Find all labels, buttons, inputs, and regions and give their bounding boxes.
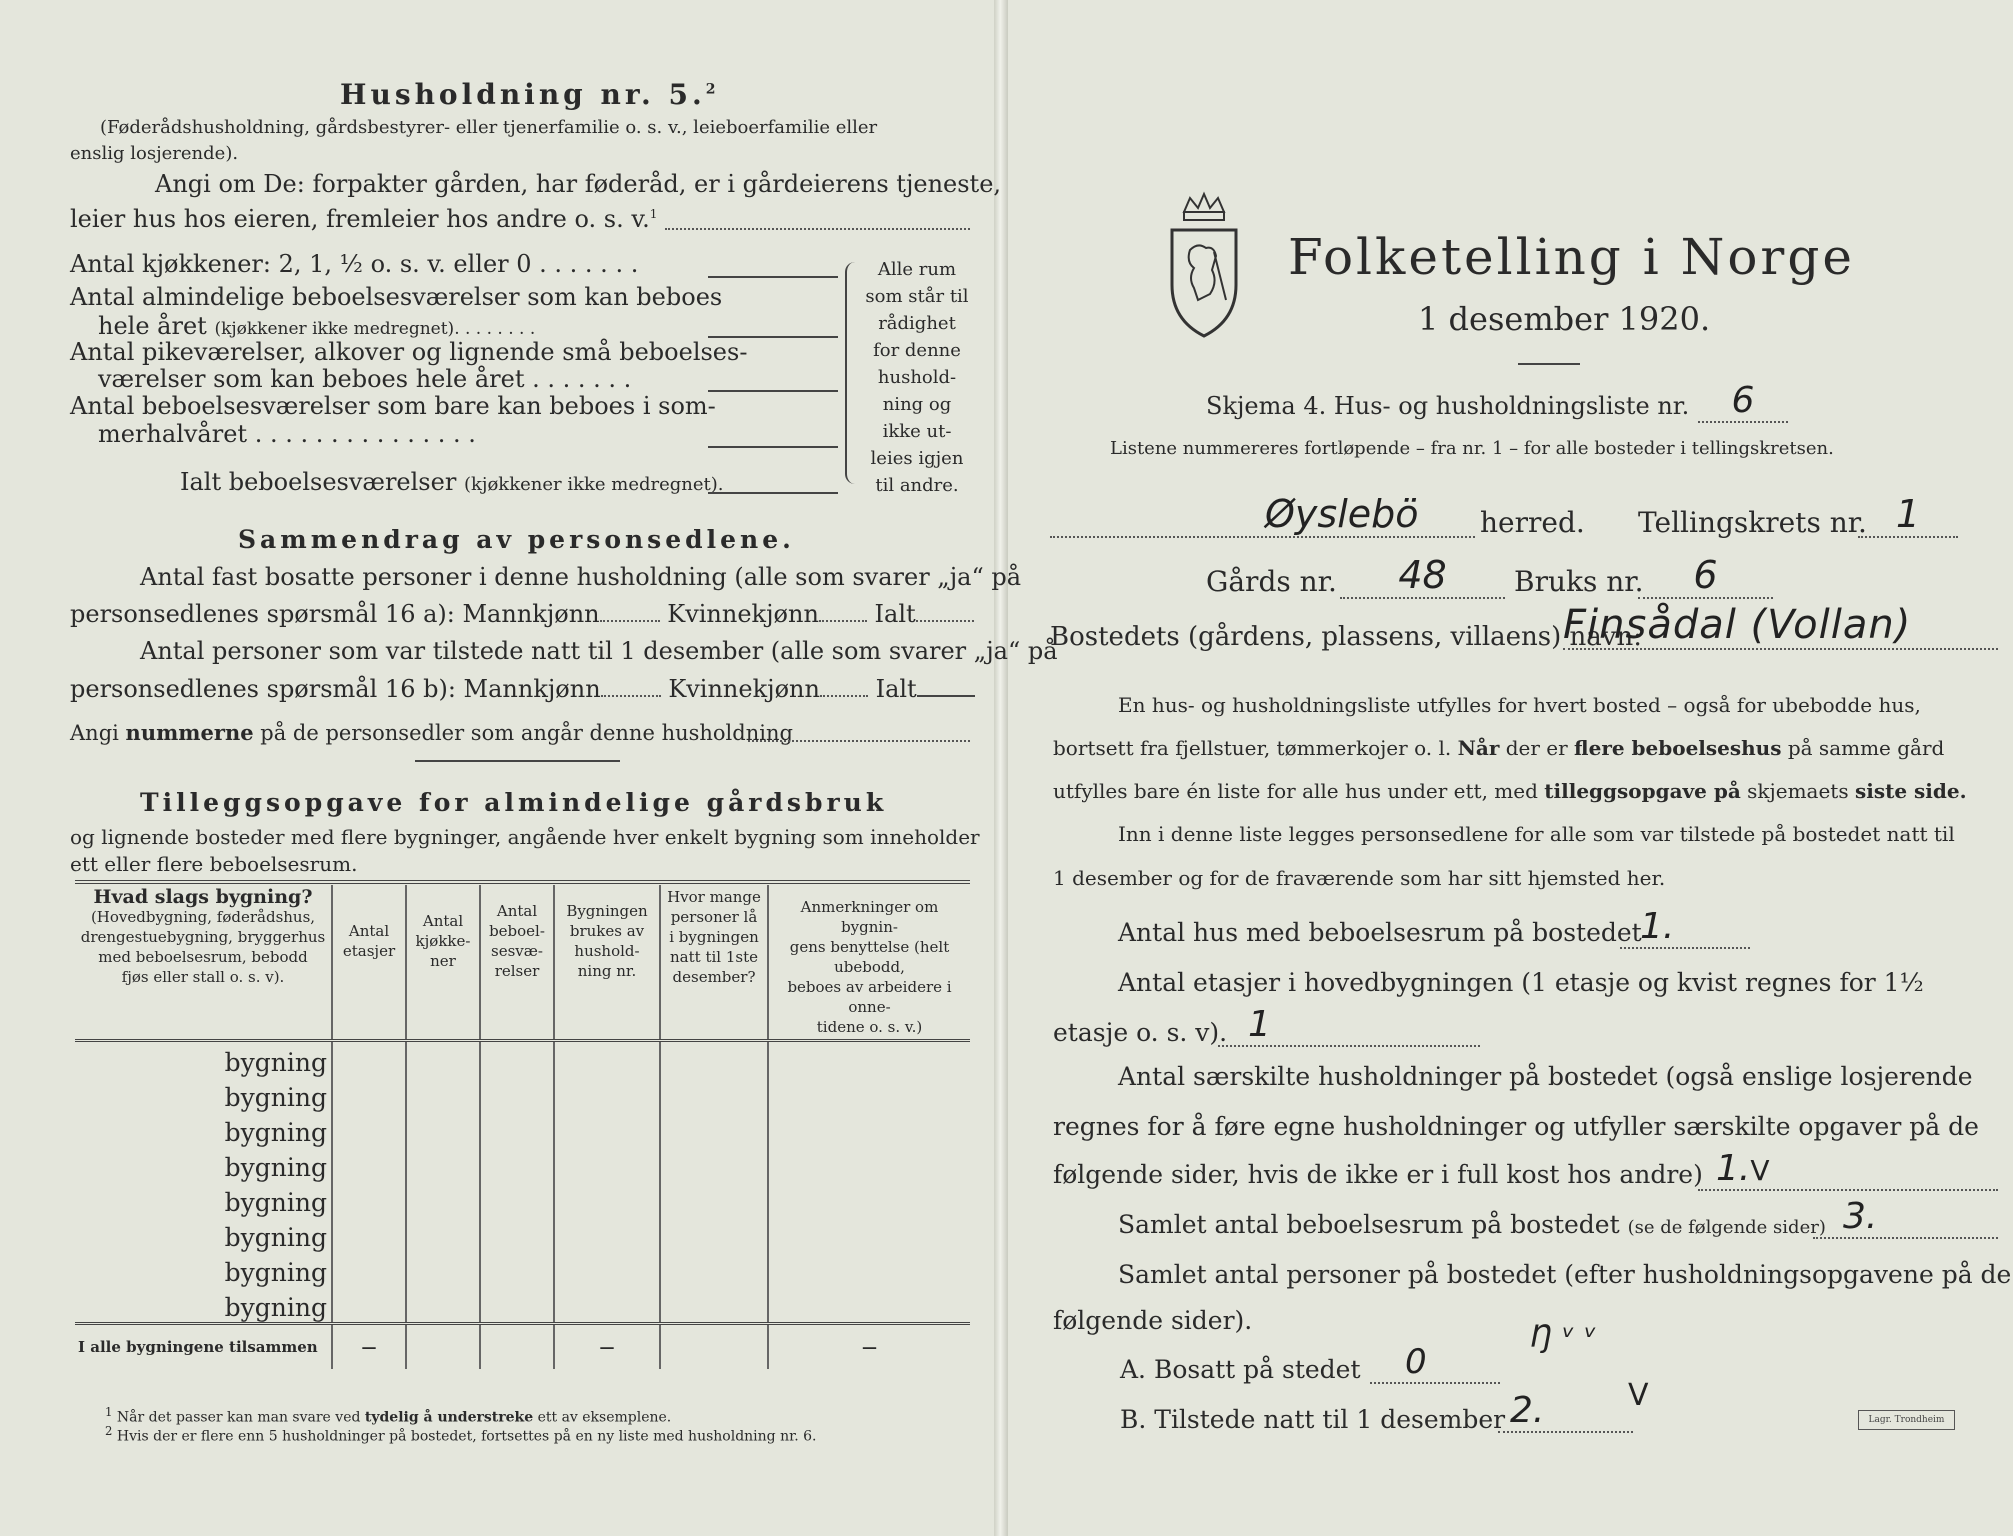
footnote-1-post: ett av eksemplene. [537,1409,672,1426]
col-kjokkener-line: ner [430,952,456,970]
fast-ialt-label: Ialt [874,600,916,628]
brace-note-line: Alle rum [877,259,957,280]
table-cell[interactable] [554,1147,660,1182]
tilst-mann-field[interactable] [601,695,661,697]
angi-nummerne-field[interactable] [748,740,970,742]
table-cell[interactable] [768,1147,970,1182]
table-cell[interactable] [332,1287,406,1324]
bygning-label: bygning [224,1293,327,1322]
table-cell[interactable] [480,1041,554,1078]
bosatt-note: Ŋ ᵛ ᵛ [1530,1320,1597,1355]
table-cell[interactable] [332,1077,406,1112]
table-cell[interactable] [480,1287,554,1324]
table-cell[interactable] [480,1112,554,1147]
col-personer-line: i bygningen [669,928,759,946]
table-cell[interactable] [480,1252,554,1287]
col-anmerkninger-header [768,885,970,1041]
coat-of-arms-icon [1168,190,1240,340]
fast-line2 [70,600,974,628]
para1-line3 [1053,779,1967,803]
table-cell[interactable] [480,1147,554,1182]
col-bygning-header [75,885,332,1041]
alm-label-1: Antal almindelige beboelsesværelser som kan beboes [70,283,723,311]
listene-note: Listene nummereres fortløpende – fra nr. 1 – for alle bosteder i tellingskretsen. [1110,438,1834,459]
sommer-label-1: Antal beboelsesværelser som bare kan beboes i som- [70,392,716,420]
table-cell[interactable] [660,1112,768,1147]
brace-note-line: leies igjen [870,448,964,469]
krets-label: Tellingskrets nr. [1638,506,1867,539]
samlet-rum-label [1118,1210,1826,1239]
title-rule [1518,363,1580,365]
herred-label: herred. [1480,506,1585,539]
samlet-pers-line2: følgende sider). [1053,1306,1253,1335]
col-etasjer-line: etasjer [342,942,396,960]
table-row [75,1182,970,1217]
total-cell[interactable]: — [768,1324,970,1370]
table-cell[interactable] [660,1287,768,1324]
table-cell[interactable] [332,1147,406,1182]
bygning-cell[interactable] [75,1147,332,1182]
kjokkener-label: Antal kjøkkener: 2, 1, ½ o. s. v. eller 0 . . . . . . . [70,250,639,278]
col-personer-line: personer lå [670,908,758,926]
census-date: 1 desember 1920. [1418,300,1711,338]
table-cell[interactable] [406,1252,480,1287]
page-fold [994,0,1008,1536]
tilst-kvinne-label: Kvinnekjønn [668,675,820,703]
para1-line2-post: på samme gård [1787,736,1945,760]
saer-line2: regnes for å føre egne husholdninger og utfyller særskilte opgaver på de [1053,1112,1979,1141]
table-cell[interactable] [660,1147,768,1182]
bosatt-value[interactable]: 0 [1370,1342,1500,1384]
samlet-rum-value[interactable]: 3. [1813,1196,1998,1239]
main-title: Folketelling i Norge [1288,228,1855,286]
bygning-cell[interactable] [75,1217,332,1252]
brace-note-line: rådighet [878,313,956,334]
table-cell[interactable] [554,1252,660,1287]
table-cell[interactable] [660,1217,768,1252]
pike-label-2: værelser som kan beboes hele året . . . . . . . [98,365,632,393]
para1-line2-mid: der er [1505,736,1568,760]
table-cell[interactable] [768,1077,970,1112]
col-anmerkninger-line: gens benyttelse (helt ubebodd, [789,938,950,976]
tilst-mann-label: personsedlenes spørsmål 16 b): Mannkjønn [70,675,601,703]
table-cell[interactable] [554,1077,660,1112]
herred-value[interactable]: Øyslebö [1050,492,1475,538]
col-husholdning-line: Bygningen [566,902,648,920]
col-personer-header [660,885,768,1041]
tilstede-check: V [1628,1378,1649,1413]
angi-nummerne-pre: Angi [70,721,119,745]
archive-stamp: Lagr. Trondheim [1858,1410,1955,1430]
total-cell[interactable] [480,1324,554,1370]
ialt-field[interactable] [708,492,838,494]
col-rum-line: sesvæ- [491,942,543,960]
fast-mann-label: personsedlenes spørsmål 16 a): Mannkjønn [70,600,600,628]
subtitle-line1: (Føderådshusholdning, gårdsbestyrer- eller tjenerfamilie o. s. v., leieboerfamilie eller [100,117,878,138]
table-top-rule [75,880,970,884]
col-rum-line: Antal [496,902,538,920]
col-etasjer-line: Antal [348,922,390,940]
footnote-1 [105,1405,671,1426]
table-cell[interactable] [406,1041,480,1078]
bygning-label: bygning [224,1048,327,1077]
samlet-pers-line1: Samlet antal personer på bostedet (efter husholdningsopgavene på de [1118,1260,2012,1289]
sommer-label-2: merhalvåret . . . . . . . . . . . . . . . [98,420,476,448]
tillegg-title: Tilleggsopgave for almindelige gårdsbruk [140,788,888,817]
etasjer-line1: Antal etasjer i hovedbygningen (1 etasje og kvist regnes for 1½ [1118,968,1924,997]
bosatt-label: A. Bosatt på stedet [1120,1355,1361,1384]
col-husholdning-header [554,885,660,1041]
angi-nummerne-bold: nummerne [125,720,254,745]
saer-field[interactable] [1698,1148,1998,1191]
sommer-field[interactable] [708,446,838,448]
angi-nummerne-post: på de personsedler som angår denne husholdning [260,721,793,745]
brace-note-line: hushold- [877,367,957,388]
col-bygning-desc: drengestuebygning, bryggerhus [80,928,326,946]
tillegg-line2: ett eller flere beboelsesrum. [70,852,358,876]
fast-mann-field[interactable] [600,620,660,622]
table-row [75,1252,970,1287]
table-cell[interactable] [768,1252,970,1287]
col-bygning-desc: fjøs eller stall o. s. v). [121,968,285,986]
etasjer-value[interactable]: 1 [1218,1004,1480,1047]
table-cell[interactable] [406,1217,480,1252]
brace-note-line: ning og [882,394,952,415]
tilst-ialt-field[interactable] [917,695,975,697]
saer-line3: følgende sider, hvis de ikke er i full kost hos andre) [1053,1160,1703,1189]
footnote-2-num: 2 [105,1424,113,1438]
bygning-label: bygning [224,1083,327,1112]
table-cell[interactable] [768,1112,970,1147]
table-cell[interactable] [332,1112,406,1147]
fast-line1: Antal fast bosatte personer i denne husholdning (alle som svarer „ja“ på [140,563,1022,591]
total-label: I alle bygningene tilsammen [75,1324,332,1370]
alm-label-2-text: hele året [98,312,207,340]
para1-line3-pre: utfylles bare én liste for alle hus under ett, med [1053,779,1538,803]
table-cell[interactable] [332,1252,406,1287]
bygning-cell[interactable] [75,1182,332,1217]
col-kjokkener-line: kjøkke- [415,932,471,950]
table-cell[interactable] [660,1252,768,1287]
brace-note-line: for denne [873,340,961,361]
tilst-ialt-label: Ialt [875,675,917,703]
para1-line2-pre: bortsett fra fjellstuer, tømmerkojer o. l. [1053,736,1452,760]
pike-field[interactable] [708,390,838,392]
subtitle-line2: enslig losjerende). [70,143,239,164]
table-cell[interactable] [660,1182,768,1217]
angi-line2-text: leier hus hos eieren, fremleier hos andre o. s. v. [70,205,650,233]
bygning-label: bygning [224,1258,327,1287]
samlet-rum-label-text: Samlet antal beboelsesrum på bostedet [1118,1210,1620,1239]
table-cell[interactable] [768,1041,970,1078]
col-anmerkninger-line: Anmerkninger om bygnin- [800,898,939,936]
table-cell[interactable] [554,1112,660,1147]
fast-kvinne-label: Kvinnekjønn [667,600,819,628]
hus-value[interactable]: 1. [1620,906,1750,949]
footnote-2 [105,1424,817,1445]
brace-note-line: som står til [865,286,969,307]
alm-label-2 [98,312,535,340]
husholdning-title-text: Husholdning nr. 5. [340,78,706,111]
bygning-cell[interactable] [75,1041,332,1078]
col-etasjer-header [332,885,406,1041]
saer-line1: Antal særskilte husholdninger på bostedet (også enslige losjerende [1118,1062,1973,1091]
para1-line1: En hus- og husholdningsliste utfylles for hvert bosted – også for ubebodde hus, [1118,693,1921,717]
table-row [75,1077,970,1112]
kjokkener-field[interactable] [708,276,838,278]
col-husholdning-line: hushold- [574,942,640,960]
tilst-line2 [70,675,975,703]
brace [845,262,859,484]
bygning-label: bygning [224,1118,327,1147]
col-personer-line: Hvor mange [667,888,761,906]
samlet-rum-label-small: (se de følgende sider) [1627,1217,1826,1238]
table-cell[interactable] [406,1182,480,1217]
table-cell[interactable] [554,1182,660,1217]
bygning-cell[interactable] [75,1077,332,1112]
alm-label-2-small: (kjøkkener ikke medregnet). . . . . . . . [214,319,536,339]
footnote-1-bold: tydelig å understreke [364,1409,534,1426]
table-cell[interactable] [480,1217,554,1252]
bosted-label: Bostedets (gårdens, plassens, villaens) navn: [1050,622,1642,652]
bygning-label: bygning [224,1188,327,1217]
col-husholdning-line: ning nr. [577,962,637,980]
etasjer-line2: etasje o. s. v). [1053,1018,1228,1047]
para1-line3-mid: skjemaets [1747,779,1849,803]
col-husholdning-line: brukes av [569,922,645,940]
col-personer-line: natt til 1ste [670,948,758,966]
para1-line2-bold2: flere beboelseshus [1574,736,1782,760]
para2-line1: Inn i denne liste legges personsedlene for alle som var tilstede på bostedet natt til [1118,822,1955,846]
table-row [75,1287,970,1324]
tilst-kvinne-field[interactable] [820,695,868,697]
gards-label: Gårds nr. [1206,565,1337,598]
table-cell[interactable] [406,1147,480,1182]
brace-note-line: ikke ut- [882,421,952,442]
para1-line3-bold1: tilleggsopgave på [1544,779,1741,803]
saer-check: V [1750,1154,1770,1187]
bosted-value[interactable]: Finsådal (Vollan) [1563,602,1998,650]
divider [415,760,620,762]
col-kjokkener-line: Antal [422,912,464,930]
col-bygning-desc: (Hovedbygning, føderådshus, [90,908,316,926]
husholdning-title-sup: 2 [705,81,720,98]
para2-line2: 1 desember og for de fraværende som har sitt hjemsted her. [1053,866,1666,890]
table-cell[interactable] [332,1217,406,1252]
fast-kvinne-field[interactable] [819,620,867,622]
table-cell[interactable] [660,1041,768,1078]
husholdning-title [340,78,720,111]
table-row [75,1112,970,1147]
bygning-label: bygning [224,1153,327,1182]
col-bygning-desc: med beboelsesrum, bebodd [98,948,308,966]
table-cell[interactable] [480,1182,554,1217]
footnote-1-num: 1 [105,1405,113,1419]
table-cell[interactable] [660,1077,768,1112]
table-row [75,1147,970,1182]
angi-line2 [70,205,657,233]
bygning-label: bygning [224,1223,327,1252]
brace-note-line: til andre. [875,475,959,496]
ialt-label [180,468,724,496]
table-row [75,1041,970,1078]
col-personer-line: desember? [672,968,756,986]
footnote-2-text: Hvis der er flere enn 5 husholdninger på bostedet, fortsettes på en ny liste med husholdning nr. 6. [116,1428,817,1445]
ialt-label-text: Ialt beboelsesværelser [180,468,457,496]
right-page [1008,0,2013,1536]
total-cell[interactable]: — [554,1324,660,1370]
col-bygning-title: Hvad slags bygning? [93,886,313,908]
bygning-cell[interactable] [75,1287,332,1324]
table-cell[interactable] [554,1217,660,1252]
gards-value[interactable]: 48 [1340,553,1505,599]
para1-line3-bold2: siste side. [1854,779,1967,803]
bruks-value[interactable]: 6 [1638,553,1773,599]
table-cell[interactable] [406,1077,480,1112]
total-cell[interactable] [406,1324,480,1370]
table-cell[interactable] [406,1287,480,1324]
angi-line1: Angi om De: forpakter gården, har føderåd, er i gårdeierens tjeneste, [155,170,1002,198]
pike-label-1: Antal pikeværelser, alkover og lignende små beboelses- [70,338,748,366]
bygning-cell[interactable] [75,1252,332,1287]
para1-line2 [1053,736,1944,760]
para1-line2-bold1: Når [1457,736,1500,760]
sammendrag-title: Sammendrag av personsedlene. [238,525,795,554]
ialt-label-small: (kjøkkener ikke medregnet). [463,474,724,495]
bruks-label: Bruks nr. [1514,565,1644,598]
total-cell[interactable] [660,1324,768,1370]
table-cell[interactable] [768,1217,970,1252]
tilstede-value[interactable]: 2. [1498,1390,1633,1433]
skjema-label: Skjema 4. Hus- og husholdningsliste nr. [1206,392,1690,420]
angi-answer-line[interactable] [665,228,970,230]
building-table [75,885,970,1369]
col-kjokkener-header [406,885,480,1041]
skjema-value[interactable]: 6 [1698,380,1788,423]
hus-label: Antal hus med beboelsesrum på bostedet [1118,918,1642,947]
table-row [75,1217,970,1252]
table-cell[interactable] [554,1041,660,1078]
krets-value[interactable]: 1 [1858,492,1958,538]
total-cell[interactable]: — [332,1324,406,1370]
table-cell[interactable] [480,1077,554,1112]
table-cell[interactable] [332,1182,406,1217]
col-rum-line: relser [494,962,540,980]
footnote-1-pre: Når det passer kan man svare ved [116,1409,361,1426]
angi-line2-sup: 1 [649,207,658,221]
col-rum-line: beboel- [489,922,545,940]
table-cell[interactable] [768,1287,970,1324]
brace-note [862,256,972,499]
saer-value: 1. [1716,1148,1751,1189]
table-cell[interactable] [554,1287,660,1324]
total-row [75,1324,970,1370]
col-rum-header [480,885,554,1041]
table-cell[interactable] [768,1182,970,1217]
col-anmerkninger-line: beboes av arbeidere i onne- [787,978,952,1016]
angi-nummerne [70,720,793,745]
table-cell[interactable] [332,1041,406,1078]
tillegg-line1: og lignende bosteder med flere bygninger, angående hver enkelt bygning som inneholder [70,825,980,849]
fast-ialt-field[interactable] [916,620,974,622]
col-anmerkninger-line: tidene o. s. v.) [816,1018,923,1036]
table-cell[interactable] [406,1112,480,1147]
tilstede-label: B. Tilstede natt til 1 desember [1120,1405,1506,1434]
tilst-line1: Antal personer som var tilstede natt til 1 desember (alle som svarer „ja“ på [140,637,1058,665]
bygning-cell[interactable] [75,1112,332,1147]
